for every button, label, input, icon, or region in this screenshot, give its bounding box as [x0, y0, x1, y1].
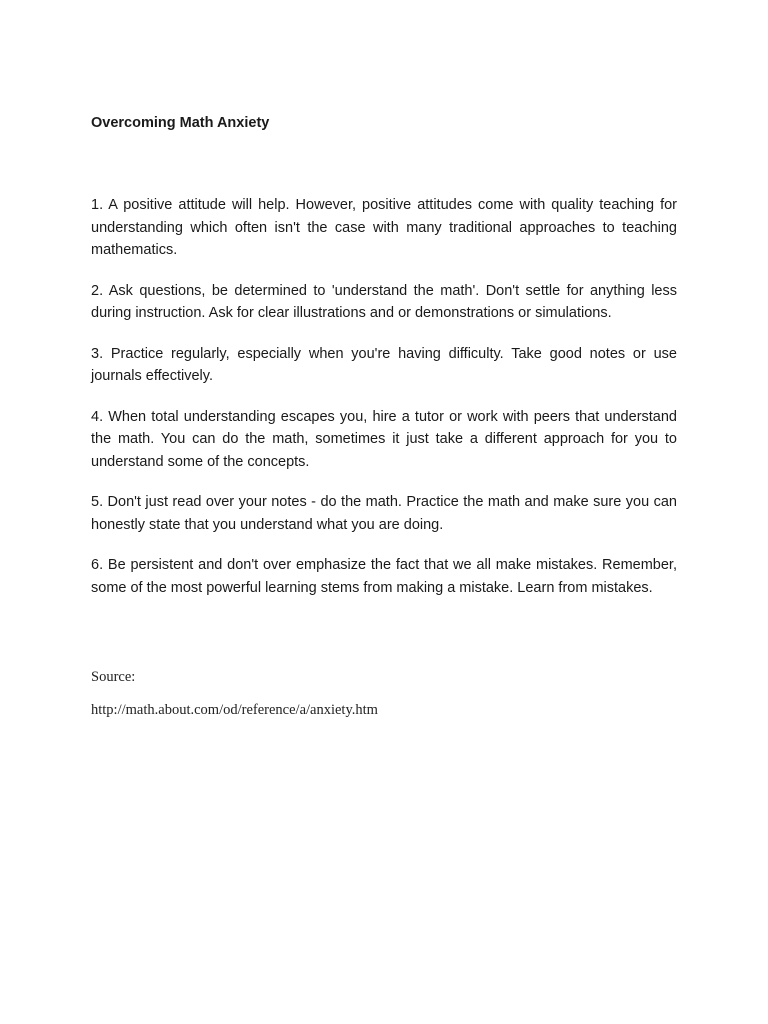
tips-list: [91, 194, 677, 617]
tip-item-3: 3. Practice regularly, especially when you're having difficulty. Take good notes or use journals effectively.: [91, 345, 677, 384]
tip-item-5: 5. Don't just read over your notes - do the math. Practice the math and make sure you can honestly state that you understand what you are doing.: [91, 494, 677, 533]
tip-item-1: 1. A positive attitude will help. However, positive attitudes come with quality teaching for understanding which often isn't the case with many traditional approaches to teaching mathematics.: [91, 197, 677, 258]
source-label: Source:: [91, 669, 136, 685]
document-title: Overcoming Math Anxiety: [91, 115, 270, 131]
source-block: [91, 668, 378, 719]
tip-item-2: 2. Ask questions, be determined to 'understand the math'. Don't settle for anything less during instruction. Ask for clear illustrations and or demonstrations or simulations.: [91, 282, 677, 321]
source-url: http://math.about.com/od/reference/a/anxiety.htm: [91, 702, 378, 718]
tip-item-4: 4. When total understanding escapes you, hire a tutor or work with peers that understand the math. You can do the math, sometimes it just take a different approach for you to understand some of the concepts.: [91, 408, 677, 470]
tip-item-6: 6. Be persistent and don't over emphasize the fact that we all make mistakes. Remember, some of the most powerful learning stems from making a mistake. Learn from mistakes.: [91, 557, 677, 596]
